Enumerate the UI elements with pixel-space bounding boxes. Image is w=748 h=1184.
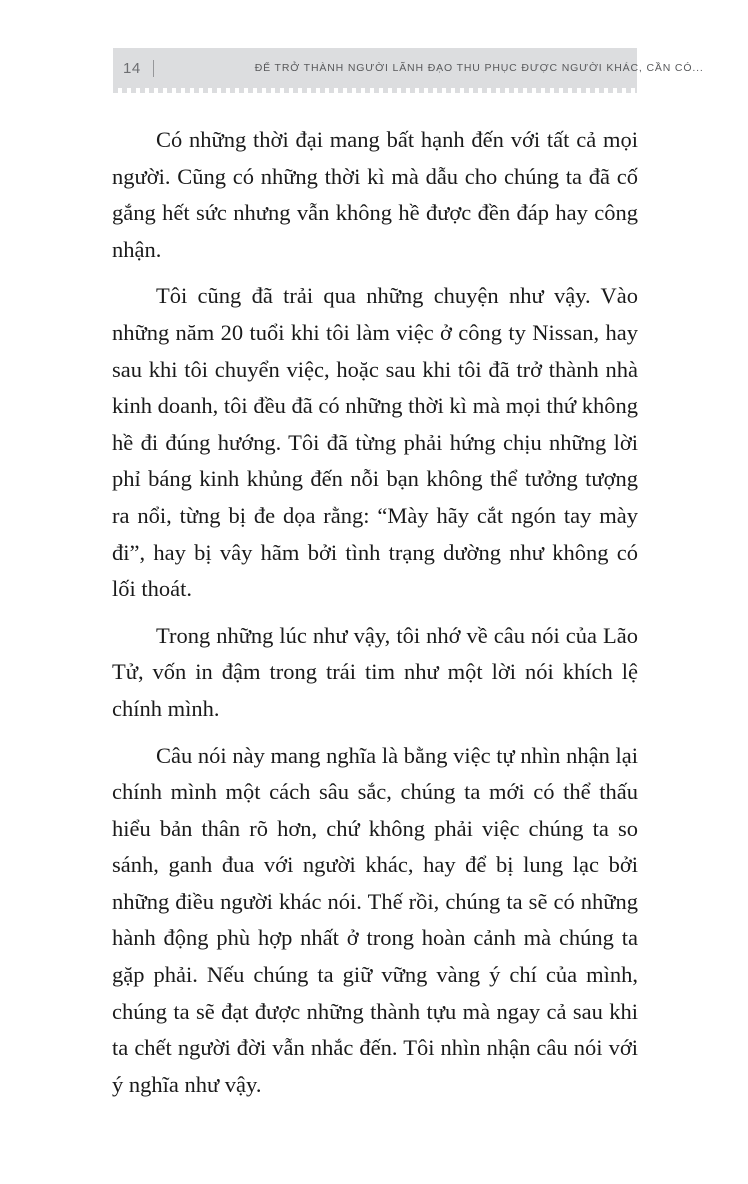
paragraph: Có những thời đại mang bất hạnh đến với tất cả mọi người. Cũng có những thời kì mà dẫu cho chúng ta đã cố gắng hết sức nhưng vẫn không hề được đền đáp hay công nhận.: [112, 127, 638, 262]
running-header: [113, 48, 704, 88]
paragraph: Câu nói này mang nghĩa là bằng việc tự nhìn nhận lại chính mình một cách sâu sắc, chúng ta mới có thể thấu hiểu bản thân rõ hơn, chứ không phải việc chúng ta so sánh, ganh đua với người khác, hay để bị lung lạc bởi những điều người khác nói. Thế rồi, chúng ta sẽ có những hành động phù hợp nhất ở trong hoàn cảnh mà chúng ta gặp phải. Nếu chúng ta giữ vững vàng ý chí của mình, chúng ta sẽ đạt được những thành tựu mà ngay cả sau khi ta chết người đời vẫn nhắc đến. Tôi nhìn nhận câu nói với ý nghĩa như vậy.: [112, 742, 638, 1097]
header-perforation-edge: [113, 88, 637, 93]
header-separator-rule: [153, 60, 154, 77]
paragraph: Tôi cũng đã trải qua những chuyện như vậy. Vào những năm 20 tuổi khi tôi làm việc ở công ty Nissan, hay sau khi tôi chuyển việc, hoặc sau khi tôi đã trở thành nhà kinh doanh, tôi đều đã có những thời kì mà mọi thứ không hề đi đúng hướng. Tôi đã từng phải hứng chịu những lời phỉ báng kinh khủng đến nỗi bạn không thể tưởng tượng ra nổi, từng bị đe dọa rằng: “Mày hãy cắt ngón tay mày đi”, hay bị vây hãm bởi tình trạng dường như không có lối thoát.: [112, 283, 638, 602]
body-text-column: [112, 122, 638, 1103]
running-header-title: ĐỂ TRỞ THÀNH NGƯỜI LÃNH ĐẠO THU PHỤC ĐƯỢC NGƯỜI KHÁC, CẦN CÓ...: [254, 61, 704, 74]
page-number: 14: [123, 59, 141, 77]
paragraph: Trong những lúc như vậy, tôi nhớ về câu nói của Lão Tử, vốn in đậm trong trái tim như một lời nói khích lệ chính mình.: [112, 622, 638, 721]
